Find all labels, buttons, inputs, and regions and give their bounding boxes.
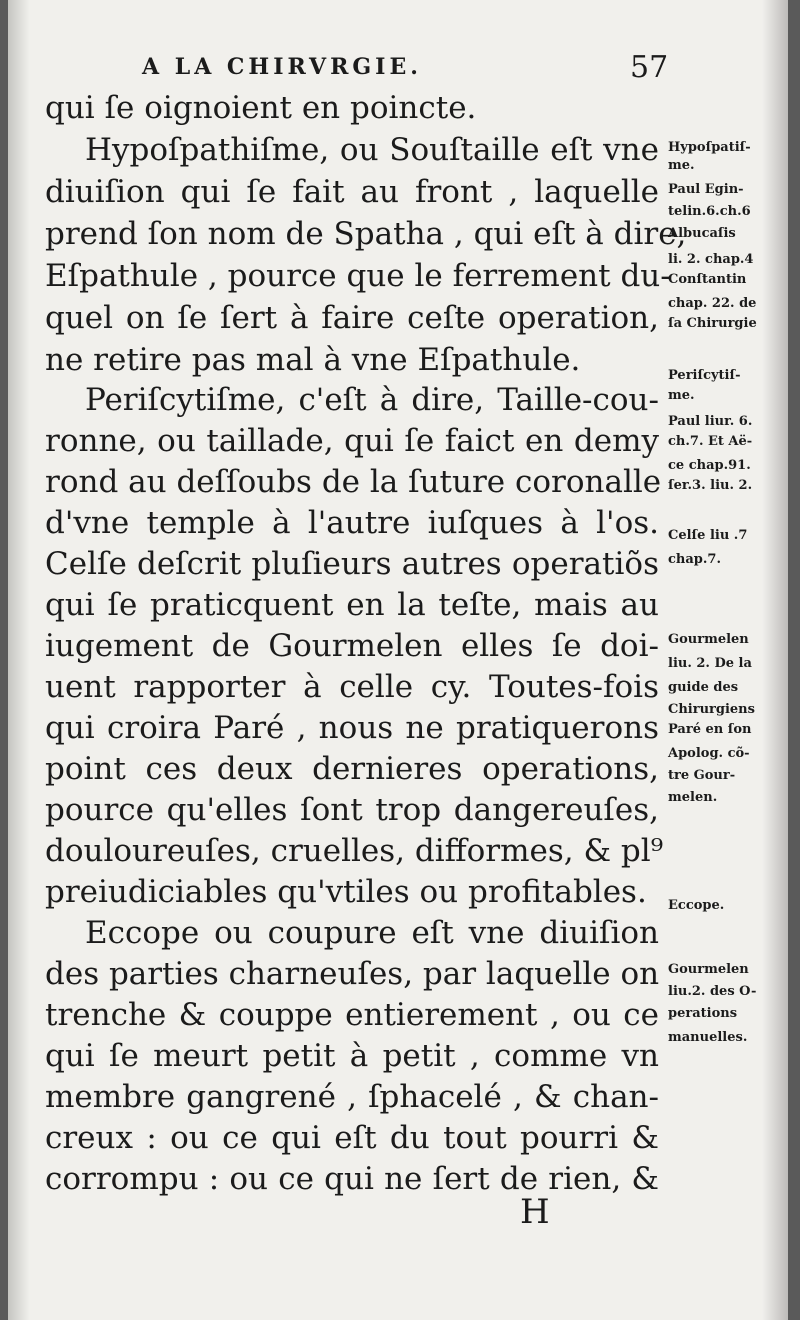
body-line: diuiſion qui ſe fait au front , laquelle xyxy=(45,174,659,210)
body-line: douloureuſes, cruelles, difformes, & pl⁹ xyxy=(45,833,664,869)
body-line: qui ſe oignoient en poincte. xyxy=(45,90,477,126)
margin-note: ſa Chirurgie xyxy=(668,316,757,331)
margin-note: ce chap.91. xyxy=(668,458,751,473)
body-line: pource qu'elles ſont trop dangereuſes, xyxy=(45,792,659,828)
body-line: membre gangrené , ſphacelé , & chan- xyxy=(45,1079,659,1115)
margin-note: Paré en ſon xyxy=(668,722,752,737)
body-line: uent rapporter à celle cy. Toutes-fois xyxy=(45,669,659,705)
margin-note: Periſcytiſ- xyxy=(668,368,741,383)
margin-note: Conſtantin xyxy=(668,272,747,287)
body-line: trenche & couppe entierement , ou ce xyxy=(45,997,659,1033)
body-line: Eſpathule , pource que le ferrement du- xyxy=(45,258,671,294)
paragraph-start-hypospathisme: Hypoſpathiſme, ou Souſtaille eſt vne xyxy=(85,132,659,168)
margin-note: telin.6.ch.6 xyxy=(668,204,751,219)
running-head: A LA CHIRVRGIE. xyxy=(142,54,422,80)
margin-note: manuelles. xyxy=(668,1030,748,1045)
body-line: creux : ou ce qui eſt du tout pourri & xyxy=(45,1120,659,1156)
margin-note: melen. xyxy=(668,790,718,805)
margin-note: ch.7. Et Aë- xyxy=(668,434,753,449)
margin-note: Celſe liu .7 xyxy=(668,528,748,543)
page-number: 57 xyxy=(630,50,669,85)
body-line: quel on ſe ſert à faire ceſte operation, xyxy=(45,300,659,336)
body-line: preiudiciables qu'vtiles ou profitables. xyxy=(45,874,647,910)
margin-note: liu. 2. De la xyxy=(668,656,752,671)
margin-note: perations xyxy=(668,1006,738,1021)
body-line: point ces deux dernieres operations, xyxy=(45,751,659,787)
book-page xyxy=(8,0,788,1320)
margin-note: me. xyxy=(668,388,695,403)
body-line: d'vne temple à l'autre iuſques à l'os. xyxy=(45,505,659,541)
body-line: iugement de Gourmelen elles ſe doi- xyxy=(45,628,659,664)
body-line: Celſe deſcrit pluſieurs autres operatiõs xyxy=(45,546,659,582)
margin-note: tre Gour- xyxy=(668,768,736,783)
margin-note: Hypoſpatiſ- xyxy=(668,140,751,155)
margin-note: Apolog. cõ- xyxy=(668,746,750,761)
margin-note: Eccope. xyxy=(668,898,725,913)
margin-note: ſer.3. liu. 2. xyxy=(668,478,753,493)
margin-note: Chirurgiens xyxy=(668,702,755,717)
signature-mark: H xyxy=(520,1192,550,1232)
margin-note: guide des xyxy=(668,680,739,695)
paragraph-start-eccope: Eccope ou coupure eſt vne diuiſion xyxy=(85,915,659,951)
body-line: prend ſon nom de Spatha , qui eſt à dire, xyxy=(45,216,687,252)
body-line: rond au deſſoubs de la ſuture coronalle xyxy=(45,464,662,500)
body-line: ne retire pas mal à vne Eſpathule. xyxy=(45,342,581,378)
body-line: qui ſe praticquent en la teſte, mais au xyxy=(45,587,659,623)
margin-note: Albucaſis xyxy=(668,226,736,241)
body-line: corrompu : ou ce qui ne ſert de rien, & xyxy=(45,1161,659,1197)
margin-note: Gourmelen xyxy=(668,632,749,647)
margin-note: me. xyxy=(668,158,695,173)
margin-note: li. 2. chap.4 xyxy=(668,252,754,267)
body-line: qui ſe meurt petit à petit , comme vn xyxy=(45,1038,659,1074)
margin-note: chap.7. xyxy=(668,552,721,567)
body-line: qui croira Paré , nous ne pratiquerons xyxy=(45,710,659,746)
body-line: ronne, ou taillade, qui ſe faict en demy xyxy=(45,423,659,459)
margin-note: Gourmelen xyxy=(668,962,749,977)
margin-note: Paul Egin- xyxy=(668,182,744,197)
margin-note: Paul liur. 6. xyxy=(668,414,753,429)
margin-note: chap. 22. de xyxy=(668,296,757,311)
body-line: des parties charneuſes, par laquelle on xyxy=(45,956,660,992)
margin-note: liu.2. des O- xyxy=(668,984,757,999)
paragraph-start-periscytisme: Periſcytiſme, c'eſt à dire, Taille-cou- xyxy=(85,382,659,418)
